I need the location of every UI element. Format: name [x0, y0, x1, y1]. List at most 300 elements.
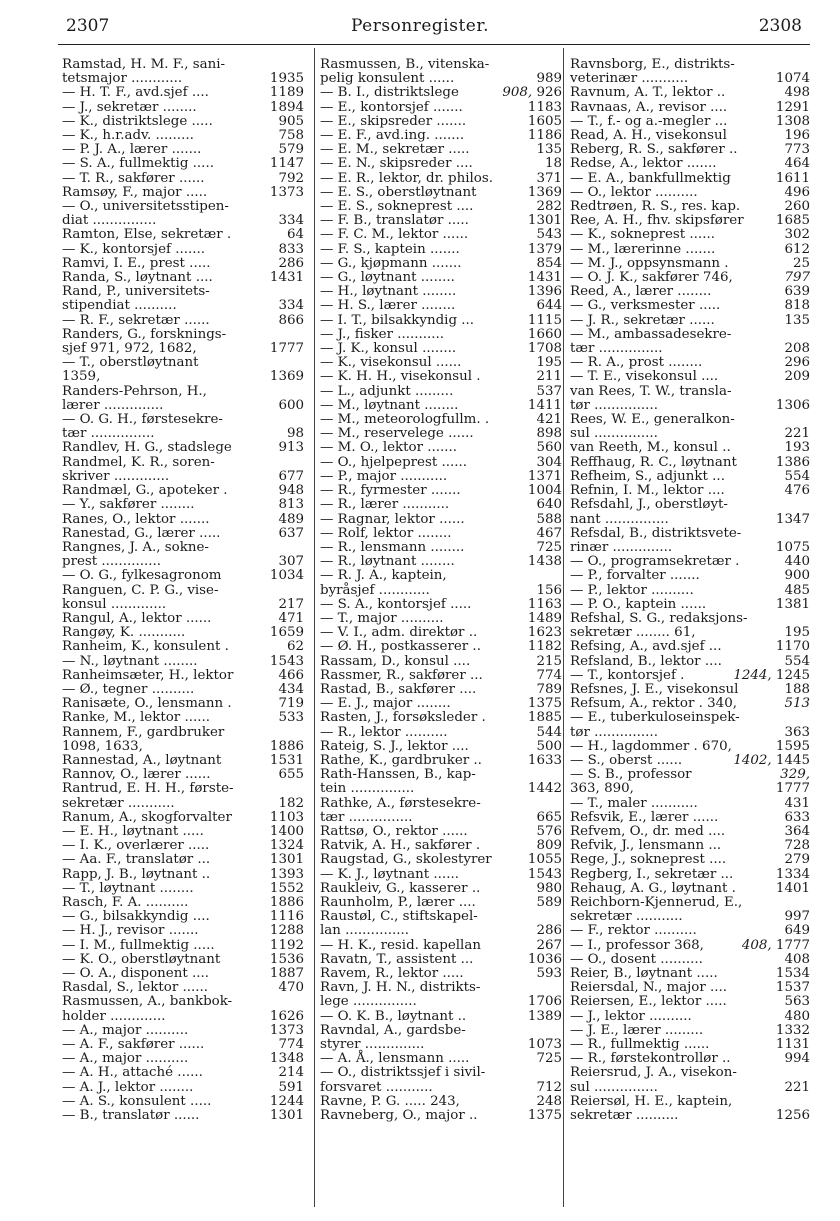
entry-page-refs [278, 598, 304, 612]
entry-page-refs [776, 513, 810, 527]
register-entry [570, 314, 810, 328]
entry-text: lan ............... [320, 923, 409, 939]
entry-text: lærer .............. [62, 397, 164, 413]
entry-text: — O., hjelpeprest ...... [320, 454, 468, 470]
register-entry [570, 101, 810, 115]
entry-page-number: 1192 [269, 937, 304, 953]
entry-page-refs [784, 811, 810, 825]
register-entry [320, 924, 562, 938]
register-entry [570, 697, 810, 711]
entry-text: — J. R., sekretær ...... [570, 312, 715, 328]
entry-text: — P., lektor .......... [570, 582, 694, 598]
entry-page-refs [270, 569, 304, 583]
entry-page-number: 866 [278, 312, 304, 328]
entry-page-number: 640 [536, 497, 562, 513]
column-divider [563, 48, 564, 1207]
entry-page-number: 1373 [269, 184, 304, 200]
entry-page-refs [270, 910, 304, 924]
entry-text: — J., sekretær ........ [62, 99, 197, 115]
entry-page-number: 1074 [775, 71, 810, 87]
entry-page-refs [270, 939, 304, 953]
entry-text: — E. R., lektor, dr. philos. [320, 170, 493, 186]
entry-page-refs [776, 868, 810, 882]
entry-page-refs [536, 427, 562, 441]
entry-page-number: 758 [278, 128, 304, 144]
entry-page-refs [270, 1010, 304, 1024]
register-entry [62, 172, 304, 186]
entry-page-refs [733, 754, 810, 768]
entry-page-refs [536, 228, 562, 242]
entry-text: Rege, J., sokneprest .... [570, 852, 727, 868]
register-entry [62, 72, 304, 86]
entry-page-number: 1055 [527, 852, 562, 868]
entry-page-refs [784, 1081, 810, 1095]
entry-page-number: 496 [784, 184, 810, 200]
entry-text: — A. J., lektor ........ [62, 1079, 194, 1095]
column-divider [314, 48, 315, 1207]
entry-page-refs [536, 896, 562, 910]
entry-page-refs [784, 228, 810, 242]
register-entry [62, 1066, 304, 1080]
entry-text: Ratvik, A. H., sakfører . [320, 838, 481, 854]
entry-page-refs [278, 768, 304, 782]
entry-text: van Rees, T. W., transla- [570, 383, 732, 399]
entry-text: — B. I., distriktslege [320, 85, 459, 101]
entry-page-number: 485 [784, 582, 810, 598]
entry-page-number: 195 [784, 625, 810, 641]
register-entry [570, 243, 810, 257]
register-entry [570, 740, 810, 754]
entry-text: Rassmer, R., sakfører ... [320, 667, 483, 683]
entry-text: — E. N., skipsreder .... [320, 156, 473, 172]
register-entry [62, 981, 304, 995]
register-entry [320, 484, 562, 498]
entry-page-number: 18 [544, 156, 562, 172]
entry-page-number: 1183 [527, 99, 562, 115]
entry-page-number: 997 [784, 909, 810, 925]
register-entry [62, 58, 304, 72]
entry-page-number: 470 [278, 980, 304, 996]
entry-page-number: 1116 [269, 909, 304, 925]
entry-text: tør ............... [570, 397, 658, 413]
register-entry [320, 399, 562, 413]
entry-text: holder ............. [62, 1008, 166, 1024]
entry-text: — O., distriktssjef i sivil- [320, 1065, 486, 1081]
entry-page-number: 1886 [269, 894, 304, 910]
entry-page-refs [536, 924, 562, 938]
register-entry [320, 413, 562, 427]
register-entry [570, 513, 810, 527]
register-entry [570, 711, 810, 725]
entry-page-number: 913 [278, 440, 304, 456]
register-entry [320, 868, 562, 882]
entry-page-refs [278, 470, 304, 484]
entry-text: Reiersdal, N., major .... [570, 980, 728, 996]
entry-text: Ranestad, G., lærer ..... [62, 525, 221, 541]
entry-text: Ranguen, C. P. G., vise- [62, 582, 219, 598]
entry-page-refs [270, 853, 304, 867]
register-entry [570, 271, 810, 285]
entry-page-number: 1371 [527, 468, 562, 484]
entry-page-number: 1935 [269, 71, 304, 87]
register-entry [62, 328, 304, 342]
register-entry [62, 669, 304, 683]
entry-page-number: 1332 [775, 1022, 810, 1038]
register-entry [570, 228, 810, 242]
entry-page-refs [776, 740, 810, 754]
entry-text: — F. S., kaptein ....... [320, 241, 460, 257]
entry-page-refs [278, 669, 304, 683]
entry-page-number: 480 [784, 1008, 810, 1024]
entry-text: sul ............... [570, 426, 658, 442]
entry-page-number: 1659 [269, 625, 304, 641]
entry-page-refs [278, 555, 304, 569]
entry-page-number: 1595 [775, 738, 810, 754]
entry-page-refs [528, 328, 562, 342]
entry-page-number: 156 [536, 582, 562, 598]
entry-text: nant ............... [570, 511, 669, 527]
entry-page-refs [278, 498, 304, 512]
register-entry [62, 228, 304, 242]
entry-page-refs [278, 1066, 304, 1080]
register-entry [570, 655, 810, 669]
entry-page-refs [536, 740, 562, 754]
entry-text: — T., maler ........... [570, 795, 698, 811]
entry-page-number: 1348 [269, 1051, 304, 1067]
entry-page-refs [270, 1052, 304, 1066]
register-entry [570, 569, 810, 583]
entry-italic-ref: 1402, [733, 752, 772, 768]
entry-page-refs [536, 385, 562, 399]
register-entry [62, 342, 304, 356]
entry-text: Rasch, F. A. .......... [62, 894, 189, 910]
entry-page-number: 644 [536, 298, 562, 314]
entry-page-number: 466 [278, 667, 304, 683]
right-page-number: 2308 [758, 16, 802, 36]
register-entry [62, 598, 304, 612]
entry-text: van Reeth, M., konsul .. [570, 440, 731, 456]
register-entry [320, 811, 562, 825]
entry-text: sekretær .......... [570, 1108, 679, 1124]
entry-text: Randers-Pehrson, H., [62, 383, 207, 399]
register-entry [62, 1024, 304, 1038]
entry-text: — E., kontorsjef ....... [320, 99, 463, 115]
entry-page-refs [784, 797, 810, 811]
entry-page-refs [528, 115, 562, 129]
register-entry [320, 257, 562, 271]
entry-page-number: 637 [278, 525, 304, 541]
entry-page-refs [528, 1038, 562, 1052]
entry-page-refs [536, 72, 562, 86]
entry-page-refs [270, 967, 304, 981]
entry-text: Rath-Hanssen, B., kap- [320, 767, 476, 783]
entry-page-number: 1623 [527, 625, 562, 641]
register-entry [62, 115, 304, 129]
register-entry [320, 683, 562, 697]
register-entry [570, 328, 810, 342]
register-entry [62, 370, 304, 384]
entry-page-refs [536, 257, 562, 271]
register-entry [570, 441, 810, 455]
entry-page-refs [536, 726, 562, 740]
entry-text: — R. A., prost ........ [570, 355, 703, 371]
register-entry [320, 271, 562, 285]
entry-page-number: 431 [784, 795, 810, 811]
entry-page-refs [784, 356, 810, 370]
register-entry [62, 413, 304, 427]
entry-page-refs [270, 811, 304, 825]
entry-text: — T., kontorsjef . [570, 667, 685, 683]
entry-text: — I., professor 368, [570, 937, 704, 953]
entry-page-refs [270, 754, 304, 768]
entry-page-refs [784, 995, 810, 1009]
entry-page-number: 421 [536, 412, 562, 428]
entry-page-number: 1301 [269, 852, 304, 868]
entry-text: Rasdal, S., lektor ...... [62, 980, 209, 996]
entry-text: Ravndal, A., gardsbe- [320, 1022, 466, 1038]
entry-page-number: 214 [278, 1065, 304, 1081]
entry-page-number: 593 [536, 966, 562, 981]
entry-page-number: 774 [278, 1037, 304, 1053]
register-entry [320, 1052, 562, 1066]
register-entry [62, 782, 304, 796]
entry-text: Randers, G., forsknings- [62, 326, 227, 342]
register-entry [320, 186, 562, 200]
register-entry [320, 910, 562, 924]
entry-page-refs [528, 1109, 562, 1123]
header-rule [58, 44, 810, 45]
entry-text: sul ............... [570, 1079, 658, 1095]
entry-text: — R., fullmektig ...... [570, 1037, 710, 1053]
entry-page-number: 1375 [527, 1108, 562, 1124]
register-entry [320, 1109, 562, 1123]
entry-page-number: 408 [784, 951, 810, 967]
entry-page-number: 544 [536, 724, 562, 740]
entry-text: — T. E., visekonsul .... [570, 369, 719, 385]
entry-page-refs [278, 299, 304, 313]
entry-text: sjef 971, 972, 1682, [62, 341, 197, 357]
entry-page-number: 1706 [527, 994, 562, 1010]
entry-italic-ref: 513 [784, 696, 810, 712]
entry-text: — R., løytnant ........ [320, 554, 455, 570]
entry-page-refs [536, 541, 562, 555]
entry-text: sekretær ........... [570, 909, 683, 925]
entry-italic-ref: 908, [502, 85, 533, 101]
entry-text: Rangøy, K. ........... [62, 625, 186, 641]
entry-page-number: 789 [536, 681, 562, 697]
register-entry [570, 995, 810, 1009]
entry-page-refs [270, 740, 304, 754]
entry-page-number: 576 [536, 823, 562, 839]
entry-page-refs [784, 143, 810, 157]
entry-page-refs [278, 214, 304, 228]
entry-page-number: 1543 [527, 866, 562, 882]
entry-page-refs [528, 697, 562, 711]
entry-page-number: 1396 [527, 284, 562, 300]
entry-page-number: 813 [278, 497, 304, 513]
register-entry [62, 470, 304, 484]
entry-page-number: 304 [536, 454, 562, 470]
entry-page-number: 588 [536, 511, 562, 527]
register-entry [570, 825, 810, 839]
entry-text: — R., fyrmester ....... [320, 483, 461, 499]
register-entry [320, 115, 562, 129]
entry-page-number: 1543 [269, 653, 304, 669]
register-entry [570, 754, 810, 768]
entry-page-refs [536, 882, 562, 896]
entry-page-refs [528, 868, 562, 882]
register-entry [62, 1095, 304, 1109]
entry-page-refs [784, 157, 810, 171]
register-entry [320, 754, 562, 768]
entry-page-number: 1537 [775, 980, 810, 996]
register-entry [320, 981, 562, 995]
entry-page-number: 774 [536, 667, 562, 683]
register-entry [570, 172, 810, 186]
entry-page-number: 563 [784, 994, 810, 1010]
register-entry [62, 243, 304, 257]
entry-page-refs [270, 655, 304, 669]
entry-page-number: 489 [278, 511, 304, 527]
register-entry [320, 356, 562, 370]
register-entry [570, 285, 810, 299]
entry-page-number: 334 [278, 213, 304, 229]
register-entry [62, 953, 304, 967]
register-entry [320, 143, 562, 157]
entry-page-refs [793, 257, 810, 271]
entry-text: tær ............... [570, 341, 663, 357]
entry-page-number: 1400 [269, 823, 304, 839]
entry-page-number: 1288 [269, 923, 304, 939]
entry-page-refs [784, 825, 810, 839]
entry-text: Rannestad, A., løytnant [62, 752, 222, 768]
entry-page-number: 208 [784, 341, 810, 357]
entry-italic-ref: 408, [741, 937, 772, 953]
entry-page-number: 476 [784, 483, 810, 499]
register-entry [570, 385, 810, 399]
entry-page-refs [536, 584, 562, 598]
entry-page-refs [270, 825, 304, 839]
entry-text: Ramstad, H. M. F., sani- [62, 57, 226, 72]
register-entry [62, 896, 304, 910]
entry-page-refs [278, 441, 304, 455]
entry-page-number: 1182 [527, 639, 562, 655]
entry-text: — J., fisker ........... [320, 326, 445, 342]
entry-text: Ramsøy, F., major ..... [62, 184, 208, 200]
entry-text: Refvem, O., dr. med .... [570, 823, 726, 839]
entry-text: diat ............... [62, 213, 157, 229]
entry-page-number: 1431 [527, 270, 562, 286]
register-entry [570, 1109, 810, 1123]
entry-text: — H. J., revisor ....... [62, 923, 199, 939]
register-entry [62, 967, 304, 981]
entry-page-refs [287, 427, 304, 441]
entry-text: — R., lærer ........... [320, 497, 450, 513]
entry-text: — P. J. A., lærer ....... [62, 142, 202, 158]
register-entry [320, 470, 562, 484]
register-entry [320, 569, 562, 583]
entry-page-refs [776, 214, 810, 228]
entry-text: — E. S., sokneprest .... [320, 199, 474, 215]
entry-page-refs [270, 157, 304, 171]
register-entry [320, 441, 562, 455]
entry-page-number: 215 [536, 653, 562, 669]
entry-text: — E. J., major ........ [320, 696, 451, 712]
entry-text: Reiersøl, H. E., kaptein, [570, 1093, 733, 1109]
entry-text: Ranke, M., lektor ...... [62, 710, 210, 726]
entry-page-number: 600 [278, 397, 304, 413]
entry-page-refs [536, 527, 562, 541]
entry-page-refs [536, 370, 562, 384]
register-entry [570, 612, 810, 626]
entry-page-refs [536, 825, 562, 839]
entry-page-refs [536, 456, 562, 470]
entry-text: Refsnes, J. E., visekonsul [570, 681, 739, 697]
entry-page-refs [270, 868, 304, 882]
register-entry [320, 740, 562, 754]
register-entry [320, 541, 562, 555]
entry-page-number: 854 [536, 255, 562, 271]
register-entry [320, 285, 562, 299]
register-entry [62, 1052, 304, 1066]
entry-page-refs [536, 498, 562, 512]
entry-text: — J. E., lærer ......... [570, 1022, 704, 1038]
entry-text: — H. S., lærer ........ [320, 298, 456, 314]
register-entry [320, 172, 562, 186]
entry-page-number: 554 [784, 653, 810, 669]
entry-page-number: 182 [278, 795, 304, 811]
register-entry [62, 143, 304, 157]
entry-text: Raunholm, P., lærer .... [320, 894, 476, 910]
register-entry [320, 58, 562, 72]
entry-text: — P. O., kaptein ...... [570, 596, 707, 612]
entry-page-refs [270, 896, 304, 910]
entry-page-refs [278, 172, 304, 186]
entry-text: — E. S., oberstløytnant [320, 184, 477, 200]
entry-text: — F. C. M., lektor ...... [320, 227, 469, 243]
entry-text: skriver ............. [62, 468, 170, 484]
entry-page-number: 498 [784, 85, 810, 101]
register-entry [320, 370, 562, 384]
entry-page-refs [784, 186, 810, 200]
entry-text: — O., universitetsstipen- [62, 199, 229, 215]
entry-text: — E. H., løytnant ..... [62, 823, 204, 839]
entry-page-number: 211 [536, 369, 562, 385]
entry-text: Ramton, Else, sekretær . [62, 227, 232, 243]
entry-page-refs [278, 981, 304, 995]
entry-page-number: 334 [278, 298, 304, 314]
register-column-3 [570, 58, 810, 1123]
entry-page-refs [784, 271, 810, 285]
register-entry [62, 498, 304, 512]
register-entry [320, 939, 562, 953]
entry-text: Regberg, I., sekretær ... [570, 866, 734, 882]
register-entry [570, 768, 810, 782]
register-entry [62, 811, 304, 825]
register-entry [320, 655, 562, 669]
register-entry [62, 797, 304, 811]
entry-text: — L., adjunkt ......... [320, 383, 454, 399]
entry-text: — K., kontorsjef ....... [62, 241, 206, 257]
entry-text: — R. J. A., kaptein, [320, 568, 447, 584]
register-entry [320, 1095, 562, 1109]
register-entry [62, 555, 304, 569]
entry-text: Refsing, A., avd.sjef ... [570, 639, 722, 655]
register-entry [62, 1081, 304, 1095]
entry-page-refs [784, 484, 810, 498]
entry-page-refs [278, 683, 304, 697]
entry-page-refs [784, 953, 810, 967]
